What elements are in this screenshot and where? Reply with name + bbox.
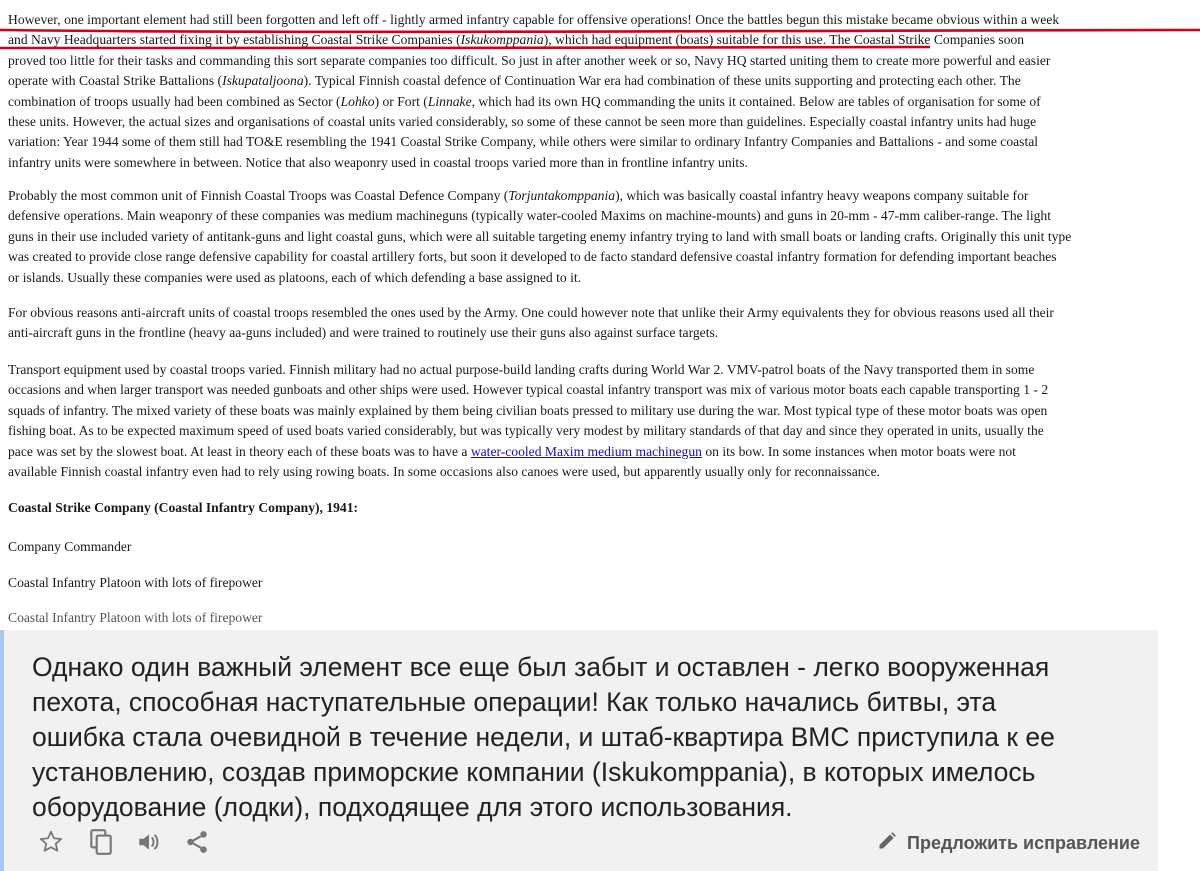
star-icon[interactable] [36,827,66,857]
text-line: guns in their use included variety of antitank-guns and light coastal guns, which were all suitable targeting enemy infantry trying to land with small boats or landing crafts. Originally this unit type [8,228,1072,244]
suggest-edit-label: Предложить исправление [907,832,1140,853]
text-line: defensive operations. Main weaponry of these companies was medium machineguns (typically water-cooled Maxims on machine-mounts) and guns in 20-mm - 47-mm caliber-range. The light [8,208,1051,224]
text-line: Probably the most common unit of Finnish Coastal Troops was Coastal Defence Company (Torjuntakomppania), which was basically coastal infantry heavy weapons company suitable for [8,188,1029,203]
paragraph-intro [0,10,1067,173]
text-line: pace was set by the slowest boat. At least in theory each of these boats was to have a water-cooled Maxim medium machinegun on its bow. In some instances when motor boats were not [8,443,1016,459]
text-line: available Finnish coastal infantry even had to rely using rowing boats. In some occasions also canoes were used, but apparently usually only for reconnaissance. [8,464,881,480]
translated-line: ошибка стала очевидной в течение недели, и штаб-квартира ВМС приступила к ее [32,722,1055,752]
text-line: fishing boat. As to be expected maximum speed of used boats varied considerably, but was typically very modest by military standards of that day and since they operated in units, usually the [8,423,1044,439]
translated-line: установлению, создав приморские компании (Iskukomppania), в которых имелось [32,757,1036,787]
text-line: For obvious reasons anti-aircraft units of coastal troops resembled the ones used by the Army. One could however note that unlike their Army equivalents they for obvious reasons used all their [8,305,1054,320]
text-line: was created to provide close range defensive capability for coastal artillery forts, but soon it developed to de facto standard defensive coastal infantry formation for defending important beaches [8,249,1057,265]
text-line: However, one important element had still been forgotten and left off - lightly armed infantry capable for offensive operations! Once the battles begun this mistake became obvious within a week [8,12,1060,27]
text-line: operate with Coastal Strike Battalions (Iskupataljoona). Typical Finnish coastal defence of Continuation War era had combination of these units supporting and protecting each other. The [8,73,1021,89]
paragraph-anti-aircraft [0,303,1062,344]
speaker-icon[interactable] [134,827,164,857]
pencil-icon [877,831,897,856]
copy-icon[interactable] [86,827,116,857]
text-line: occasions and when larger transport was needed gunboats and other ships were used. However typical coastal infantry transport was mix of various motor boats each capable transporting 1 - 2 [8,382,1049,398]
translated-line: Однако один важный элемент все еще был забыт и оставлен - легко вооруженная [32,652,1050,682]
paragraph-coastal-defence [0,186,1079,288]
suggest-edit-button[interactable] [877,830,1140,856]
text-line: combination of troops usually had been combined as Sector (Lohko) or Fort (Linnake, which had its own HQ commanding the units it contained. Below are tables of organisation for some of [8,93,1041,109]
maxim-machinegun-link[interactable]: water-cooled Maxim medium machinegun [470,443,702,459]
text-line: variation: Year 1944 some of them still had TO&E resembling the 1941 Coastal Strike Company, while others were similar to ordinary Infantry Companies and Battalions - and some coastal [8,134,1039,150]
text-line: or islands. Usually these companies were used as platoons, each of which defending a base assigned to it. [8,269,582,285]
translated-line: пехота, способная наступательные операции! Как только начались битвы, эта [32,687,997,717]
text-line: squads of infantry. The mixed variety of these boats was mainly explained by them being civilian boats pressed to military use during the war. Most typical type of these motor boats was open [8,402,1048,418]
org-list-item: Company Commander [8,539,132,554]
text-line: anti-aircraft guns in the frontline (heavy aa-guns included) and were trained to routinely use their guns also against surface targets. [8,325,719,341]
text-line: and Navy Headquarters started fixing it by establishing Coastal Strike Companies (Iskukomppania), which had equipment (boats) suitable for this use. The Coastal Strike Companies soon [8,32,1025,48]
org-list-item: Coastal Infantry Platoon with lots of firepower [8,610,263,625]
translation-popup [0,630,1158,871]
text-line: these units. However, the actual sizes and organisations of coastal units varied considerably, so some of these cannot be seen more than guidelines. Especially coastal infantry units had huge [8,114,1037,130]
org-list-item: Coastal Infantry Platoon with lots of firepower [8,575,263,590]
translated-text [32,650,1132,825]
text-line: proved too little for their tasks and commanding this sort separate companies too difficult. So just in after another week or so, Navy HQ started uniting them to create more powerful and easier [8,52,1051,68]
text-line: Transport equipment used by coastal troops varied. Finnish military had no actual purpose-build landing crafts during World War 2. VMV-patrol boats of the Navy transported them in some [8,362,1035,377]
text-line: infantry units were somewhere in between. Notice that also weaponry used in coastal troops varied more than in frontline infantry units. [8,154,748,170]
translated-line: оборудование (лодки), подходящее для этого использования. [32,792,793,822]
section-heading: Coastal Strike Company (Coastal Infantry Company), 1941: [8,500,359,515]
paragraph-transport [0,360,1056,482]
share-icon[interactable] [182,827,212,857]
